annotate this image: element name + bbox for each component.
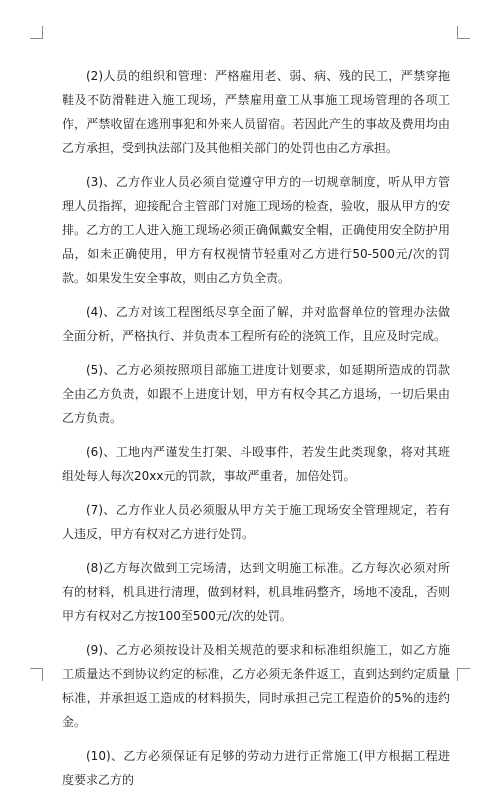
paragraph-4: (4)、乙方对该工程图纸尽享全面了解，并对监督单位的管理办法做全面分析，严格执行、并负责本工程所有砼的浇筑工作，且应及时完成。 — [62, 305, 450, 343]
paragraph-6: (6)、工地内严谨发生打架、斗殴事件，若发生此类现象，将对其班组处每人每次20xx元的罚款，事故严重者，加倍处罚。 — [62, 445, 450, 483]
paragraph-10: (10)、乙方必须保证有足够的劳动力进行正常施工(甲方根据工程进度要求乙方的 — [62, 749, 450, 787]
paragraph-7: (7)、乙方作业人员必须服从甲方关于施工现场安全管理规定，若有人违反，甲方有权对乙方进行处罚。 — [62, 503, 450, 541]
crop-mark-top-right — [457, 26, 470, 39]
paragraph-3: (3)、乙方作业人员必须自觉遵守甲方的一切规章制度，听从甲方管理人员指挥，迎接配合主管部门对施工现场的检查，验收，服从甲方的安排。乙方的工人进入施工现场必须正确佩戴安全帽，正确使用安全防护用品，如未正确使用，甲方有权视情节轻重对乙方进行50-500元/次的罚款。如果发生安全事故，则由乙方负全责。 — [62, 175, 450, 285]
paragraph-8: (8)乙方每次做到工完场清，达到文明施工标准。乙方每次必须对所有的材料，机具进行清理，做到材料，机具堆码整齐，场地不凌乱，否则甲方有权对乙方按100至500元/次的处罚。 — [62, 561, 450, 623]
paragraph-9: (9)、乙方必须按设计及相关规范的要求和标准组织施工，如乙方施工质量达不到协议约定的标准，乙方必须无条件返工，直到达到约定质量标准，并承担返工造成的材料损失，同时承担己完工程造价的5%的违约金。 — [62, 643, 450, 729]
crop-mark-top-left — [30, 26, 43, 39]
crop-mark-bottom-right — [457, 668, 470, 681]
paragraph-2: (2)人员的组织和管理：严格雇用老、弱、病、残的民工，严禁穿拖鞋及不防滑鞋进入施工现场，严禁雇用童工从事施工现场管理的各项工作，严禁收留在逃刑事犯和外来人员留宿。若因此产生的事故及费用均由乙方承担，受到执法部门及其他相关部门的处罚也由乙方承担。 — [62, 69, 450, 155]
paragraph-5: (5)、乙方必须按照项目部施工进度计划要求，如延期所造成的罚款全由乙方负责，如跟不上进度计划，甲方有权令其乙方退场，一切后果由乙方负责。 — [62, 363, 450, 425]
crop-mark-bottom-left — [30, 668, 43, 681]
document-body — [62, 64, 450, 802]
